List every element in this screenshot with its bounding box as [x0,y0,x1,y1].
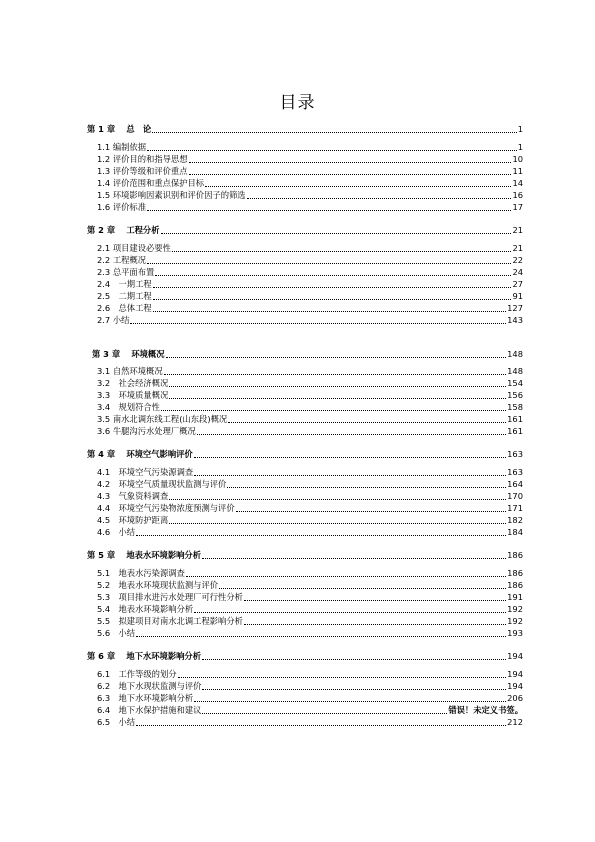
toc-entry-label: 第 4 章 环境空气影响评价 [87,449,193,459]
toc-entry-page-number: 10 [512,154,523,164]
toc-entry-page-number: 156 [507,390,523,400]
toc-section-entry[interactable] [97,616,523,627]
toc-entry-page-number: 1 [517,142,523,152]
toc-entry-label: 4.5 环境防护距离 [97,515,169,525]
dot-leader [161,410,506,411]
toc-section-entry[interactable] [97,267,523,278]
dot-leader [227,487,506,488]
toc-entry-page-number: 161 [507,426,523,436]
dot-leader [194,475,506,476]
dot-leader [172,251,512,252]
toc-section-entry[interactable] [97,315,523,326]
toc-entry-page-number: 163 [507,467,523,477]
toc-section-entry[interactable] [97,190,523,201]
dot-leader [136,535,506,536]
toc-entry-label: 第 6 章 地下水环境影响分析 [87,651,202,661]
toc-entry-page-number: 错误！未定义书签。 [448,705,523,715]
toc-entry-label: 5.4 地表水环境影响分析 [97,604,194,614]
toc-entry-page-number: 91 [512,291,523,301]
toc-chapter-entry[interactable] [87,651,523,662]
toc-entry-page-number: 143 [507,315,523,325]
toc-entry-label: 3.2 社会经济概况 [97,378,169,388]
dot-leader [169,386,506,387]
toc-section-entry[interactable] [97,592,523,603]
toc-entry-page-number: 148 [507,366,523,376]
toc-entry-page-number: 206 [507,693,523,703]
toc-entry-page-number: 192 [507,604,523,614]
dot-leader [147,263,511,264]
toc-section-entry[interactable] [97,491,523,502]
dot-leader [169,523,506,524]
toc-entry-page-number: 164 [507,479,523,489]
dot-leader [136,636,506,637]
toc-entry-page-number: 17 [512,202,523,212]
toc-entry-label: 1.2 评价目的和指导思想 [97,154,188,164]
toc-entry-label: 4.4 环境空气污染物浓度预测与评价 [97,503,235,513]
toc-entry-label: 2.5 二期工程 [97,291,152,301]
toc-section-entry[interactable] [97,178,523,189]
toc-entry-label: 6.3 地下水环境影响分析 [97,693,194,703]
dot-leader [202,659,506,660]
dot-leader [153,287,512,288]
dot-leader [236,511,507,512]
toc-entry-label: 3.5 南水北调东线工程(山东段)概况 [97,414,228,424]
toc-entry-label: 6.4 地下水保护措施和建议 [97,705,202,715]
toc-section-entry[interactable] [97,166,523,177]
toc-chapter-entry[interactable] [92,349,523,360]
toc-section-entry[interactable] [97,291,523,302]
dot-leader [202,713,447,714]
dot-leader [147,210,511,211]
toc-section-entry[interactable] [97,243,523,254]
toc-entry-label: 5.1 地表水污染源调查 [97,568,185,578]
dot-leader [161,233,512,234]
dot-leader [164,374,507,375]
toc-entry-page-number: 171 [507,503,523,513]
toc-entry-label: 5.2 地表水环境现状监测与评价 [97,580,219,590]
dot-leader [228,422,506,423]
toc-entry-label: 5.6 小结 [97,628,136,638]
toc-entry-label: 2.3 总平面布置 [97,267,155,277]
toc-section-entry[interactable] [97,693,523,704]
toc-section-entry[interactable] [97,426,523,437]
toc-entry-page-number: 21 [512,243,523,253]
toc-entry-label: 1.5 环境影响因素识别和评价因子的筛选 [97,190,246,200]
dot-leader [178,677,507,678]
toc-section-entry[interactable] [97,390,523,401]
page-title: 目录 [279,93,316,113]
toc-entry-page-number: 163 [507,449,523,459]
toc-entry-page-number: 161 [507,414,523,424]
toc-section-entry[interactable] [97,202,523,213]
toc-entry-label: 3.4 规划符合性 [97,402,160,412]
toc-entry-label: 6.1 工作等级的划分 [97,669,177,679]
toc-entry-label: 4.6 小结 [97,527,136,537]
toc-entry-page-number: 170 [507,491,523,501]
toc-chapter-entry[interactable] [87,550,523,561]
dot-leader [202,689,506,690]
dot-leader [189,174,512,175]
toc-entry-page-number: 154 [507,378,523,388]
toc-section-entry[interactable] [97,705,523,716]
toc-section-entry[interactable] [97,604,523,615]
toc-chapter-entry[interactable] [87,449,523,460]
toc-entry-label: 4.1 环境空气污染源调查 [97,467,194,477]
toc-entry-page-number: 14 [512,178,523,188]
toc-entry-page-number: 186 [507,580,523,590]
toc-entry-label: 2.7 小结 [97,315,130,325]
toc-section-entry[interactable] [97,303,523,314]
toc-entry-label: 3.1 自然环境概况 [97,366,163,376]
toc-entry-label: 2.2 工程概况 [97,255,147,265]
toc-section-entry[interactable] [97,527,523,538]
dot-leader [189,162,512,163]
toc-entry-label: 第 1 章 总 论 [87,124,152,134]
toc-entry-label: 1.3 评价等级和评价重点 [97,166,188,176]
toc-entry-page-number: 184 [507,527,523,537]
toc-entry-label: 2.4 一期工程 [97,279,152,289]
toc-entry-label: 5.5 拟建项目对南水北调工程影响分析 [97,616,243,626]
toc-entry-label: 4.2 环境空气质量现状监测与评价 [97,479,227,489]
toc-entry-label: 6.5 小结 [97,717,136,727]
dot-leader [194,612,506,613]
toc-entry-page-number: 21 [512,225,523,235]
toc-section-entry[interactable] [97,669,523,680]
dot-leader [202,558,506,559]
toc-entry-page-number: 22 [512,255,523,265]
toc-entry-label: 第 5 章 地表水环境影响分析 [87,550,202,560]
toc-section-entry[interactable] [97,479,523,490]
dot-leader [155,275,511,276]
toc-entry-page-number: 194 [507,681,523,691]
toc-section-entry[interactable] [97,279,523,290]
toc-section-entry[interactable] [97,378,523,389]
dot-leader [205,186,511,187]
toc-entry-label: 第 2 章 工程分析 [87,225,160,235]
toc-section-entry[interactable] [97,568,523,579]
toc-entry-page-number: 194 [507,651,523,661]
dot-leader [247,198,512,199]
toc-entry-page-number: 186 [507,568,523,578]
toc-entry-label: 2.6 总体工程 [97,303,152,313]
toc-section-entry[interactable] [97,154,523,165]
toc-entry-page-number: 194 [507,669,523,679]
toc-section-entry[interactable] [97,402,523,413]
toc-entry-label: 第 3 章 环境概况 [92,349,165,359]
toc-entry-page-number: 1 [517,124,523,134]
toc-section-entry[interactable] [97,717,523,728]
dot-leader [153,299,512,300]
dot-leader [169,398,506,399]
toc-entry-page-number: 212 [507,717,523,727]
toc-section-entry[interactable] [97,515,523,526]
dot-leader [169,499,506,500]
toc-section-entry[interactable] [97,503,523,514]
dot-leader [130,323,506,324]
toc-entry-label: 5.3 项目排水进污水处理厂可行性分析 [97,592,243,602]
toc-entry-page-number: 191 [507,592,523,602]
dot-leader [147,150,517,151]
toc-section-entry[interactable] [97,414,523,425]
toc-section-entry[interactable] [97,580,523,591]
dot-leader [194,457,506,458]
toc-entry-label: 2.1 项目建设必要性 [97,243,171,253]
toc-section-entry[interactable] [97,142,523,153]
dot-leader [219,588,506,589]
dot-leader [244,600,506,601]
toc-entry-page-number: 182 [507,515,523,525]
toc-entry-page-number: 158 [507,402,523,412]
dot-leader [186,576,506,577]
toc-entry-page-number: 11 [512,166,523,176]
dot-leader [197,434,506,435]
toc-section-entry[interactable] [97,628,523,639]
dot-leader [166,357,507,358]
toc-entry-label: 1.4 评价范围和重点保护目标 [97,178,205,188]
dot-leader [244,624,506,625]
toc-entry-page-number: 27 [512,279,523,289]
toc-entry-page-number: 148 [507,349,523,359]
toc-chapter-entry[interactable] [87,124,523,135]
toc-entry-page-number: 192 [507,616,523,626]
toc-section-entry[interactable] [97,467,523,478]
toc-chapter-entry[interactable] [87,225,523,236]
toc-entry-page-number: 16 [512,190,523,200]
toc-entry-label: 1.6 评价标准 [97,202,147,212]
dot-leader [152,132,516,133]
toc-entry-label: 1.1 编制依据 [97,142,147,152]
toc-section-entry[interactable] [97,255,523,266]
toc-entry-page-number: 193 [507,628,523,638]
toc-entry-label: 3.3 环境质量概况 [97,390,169,400]
toc-entry-label: 3.6 牛腿沟污水处理厂概况 [97,426,196,436]
toc-entry-label: 4.3 气象资料调查 [97,491,169,501]
dot-leader [153,311,506,312]
toc-entry-page-number: 186 [507,550,523,560]
toc-entry-page-number: 127 [507,303,523,313]
dot-leader [194,701,506,702]
toc-section-entry[interactable] [97,366,523,377]
dot-leader [136,725,506,726]
toc-section-entry[interactable] [97,681,523,692]
toc-entry-label: 6.2 地下水现状监测与评价 [97,681,202,691]
toc-entry-page-number: 24 [512,267,523,277]
